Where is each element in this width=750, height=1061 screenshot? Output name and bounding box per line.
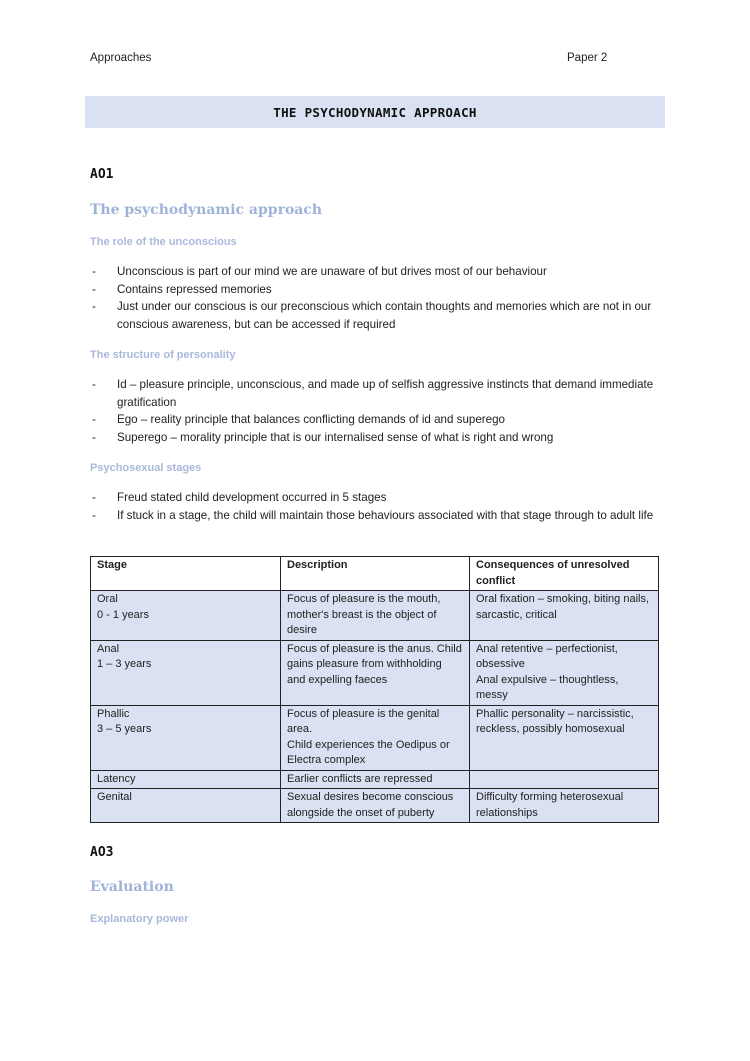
column-header-stage: Stage [91,557,281,591]
ao3-label: AO3 [90,845,114,860]
table-header-row [91,557,659,591]
stage-age: 1 – 3 years [97,658,152,670]
subheading-personality: The structure of personality [90,349,236,361]
subheading-explanatory-power: Explanatory power [90,913,189,925]
section-heading-evaluation: Evaluation [90,879,174,895]
list-item: - Contains repressed memories [90,281,660,299]
column-header-consequences: Consequences of unresolved conflict [470,557,659,591]
description-text: Child experiences the Oedipus or Electra complex [287,738,450,766]
description-text: Earlier conflicts are repressed [287,772,433,785]
subheading-psychosexual: Psychosexual stages [90,462,202,474]
stage-name: Oral [97,593,118,605]
list-item: - Freud stated child development occurred in 5 stages [90,489,660,507]
cell-stage [91,789,281,823]
cell-description [281,591,470,641]
cell-consequences [470,789,659,823]
header-left: Approaches [90,52,152,64]
subheading-unconscious: The role of the unconscious [90,236,237,248]
cell-description [281,705,470,770]
list-item: - Id – pleasure principle, unconscious, and made up of selfish aggressive instincts that demand immediate gratification [90,376,660,411]
consequence-text: Difficulty forming heterosexual relationships [476,791,624,819]
description-text: Focus of pleasure is the mouth, mother's breast is the object of desire [287,593,441,636]
stage-age: 3 – 5 years [97,723,152,735]
ao1-label: AO1 [90,167,114,182]
cell-consequences [470,591,659,641]
list-item: - Ego – reality principle that balances conflicting demands of id and superego [90,411,660,429]
cell-stage [91,591,281,641]
list-item: - Just under our conscious is our preconscious which contain thoughts and memories which are not in our conscious awareness, but can be accessed if required [90,298,660,333]
cell-description [281,640,470,705]
header-right: Paper 2 [567,52,608,64]
stage-age: 0 - 1 years [97,608,149,621]
description-text: Focus of pleasure is the anus. Child gains pleasure from withholding and expelling faeces [287,642,462,686]
stage-name: Genital [97,791,132,803]
description-text: Sexual desires become conscious alongside the onset of puberty [287,791,454,819]
column-header-description: Description [281,557,470,591]
consequence-text: Anal retentive – perfectionist, obsessive [476,642,618,670]
consequence-text: Phallic personality – narcissistic, reckless, possibly homosexual [476,707,634,735]
list-item: - Superego – morality principle that is our internalised sense of what is right and wrong [90,429,660,447]
stage-name: Phallic [97,707,130,720]
section-heading-psychodynamic: The psychodynamic approach [90,202,323,218]
cell-stage [91,640,281,705]
table-row [91,591,659,641]
cell-description [281,789,470,823]
description-text: Focus of pleasure is the genital area. [287,707,440,735]
list-item: - If stuck in a stage, the child will maintain those behaviours associated with that stage through to adult life [90,507,660,525]
consequence-text: Anal expulsive – thoughtless, messy [476,673,619,701]
cell-stage [91,705,281,770]
list-item: - Unconscious is part of our mind we are unaware of but drives most of our behaviour [90,263,660,281]
cell-consequences [470,705,659,770]
table-row [91,789,659,823]
psychosexual-list [90,489,660,524]
personality-list [90,376,660,446]
table-row [91,770,659,789]
page-title: THE PSYCHODYNAMIC APPROACH [273,104,477,120]
cell-stage [91,770,281,789]
table-row [91,705,659,770]
cell-consequences [470,640,659,705]
title-banner [85,96,665,128]
unconscious-list [90,263,660,333]
cell-description [281,770,470,789]
table-row [91,640,659,705]
psychosexual-stages-table [90,556,659,823]
cell-consequences [470,770,659,789]
stage-name: Anal [97,642,120,655]
stage-name: Latency [97,772,136,785]
consequence-text: Oral fixation – smoking, biting nails, sarcastic, critical [476,593,650,621]
